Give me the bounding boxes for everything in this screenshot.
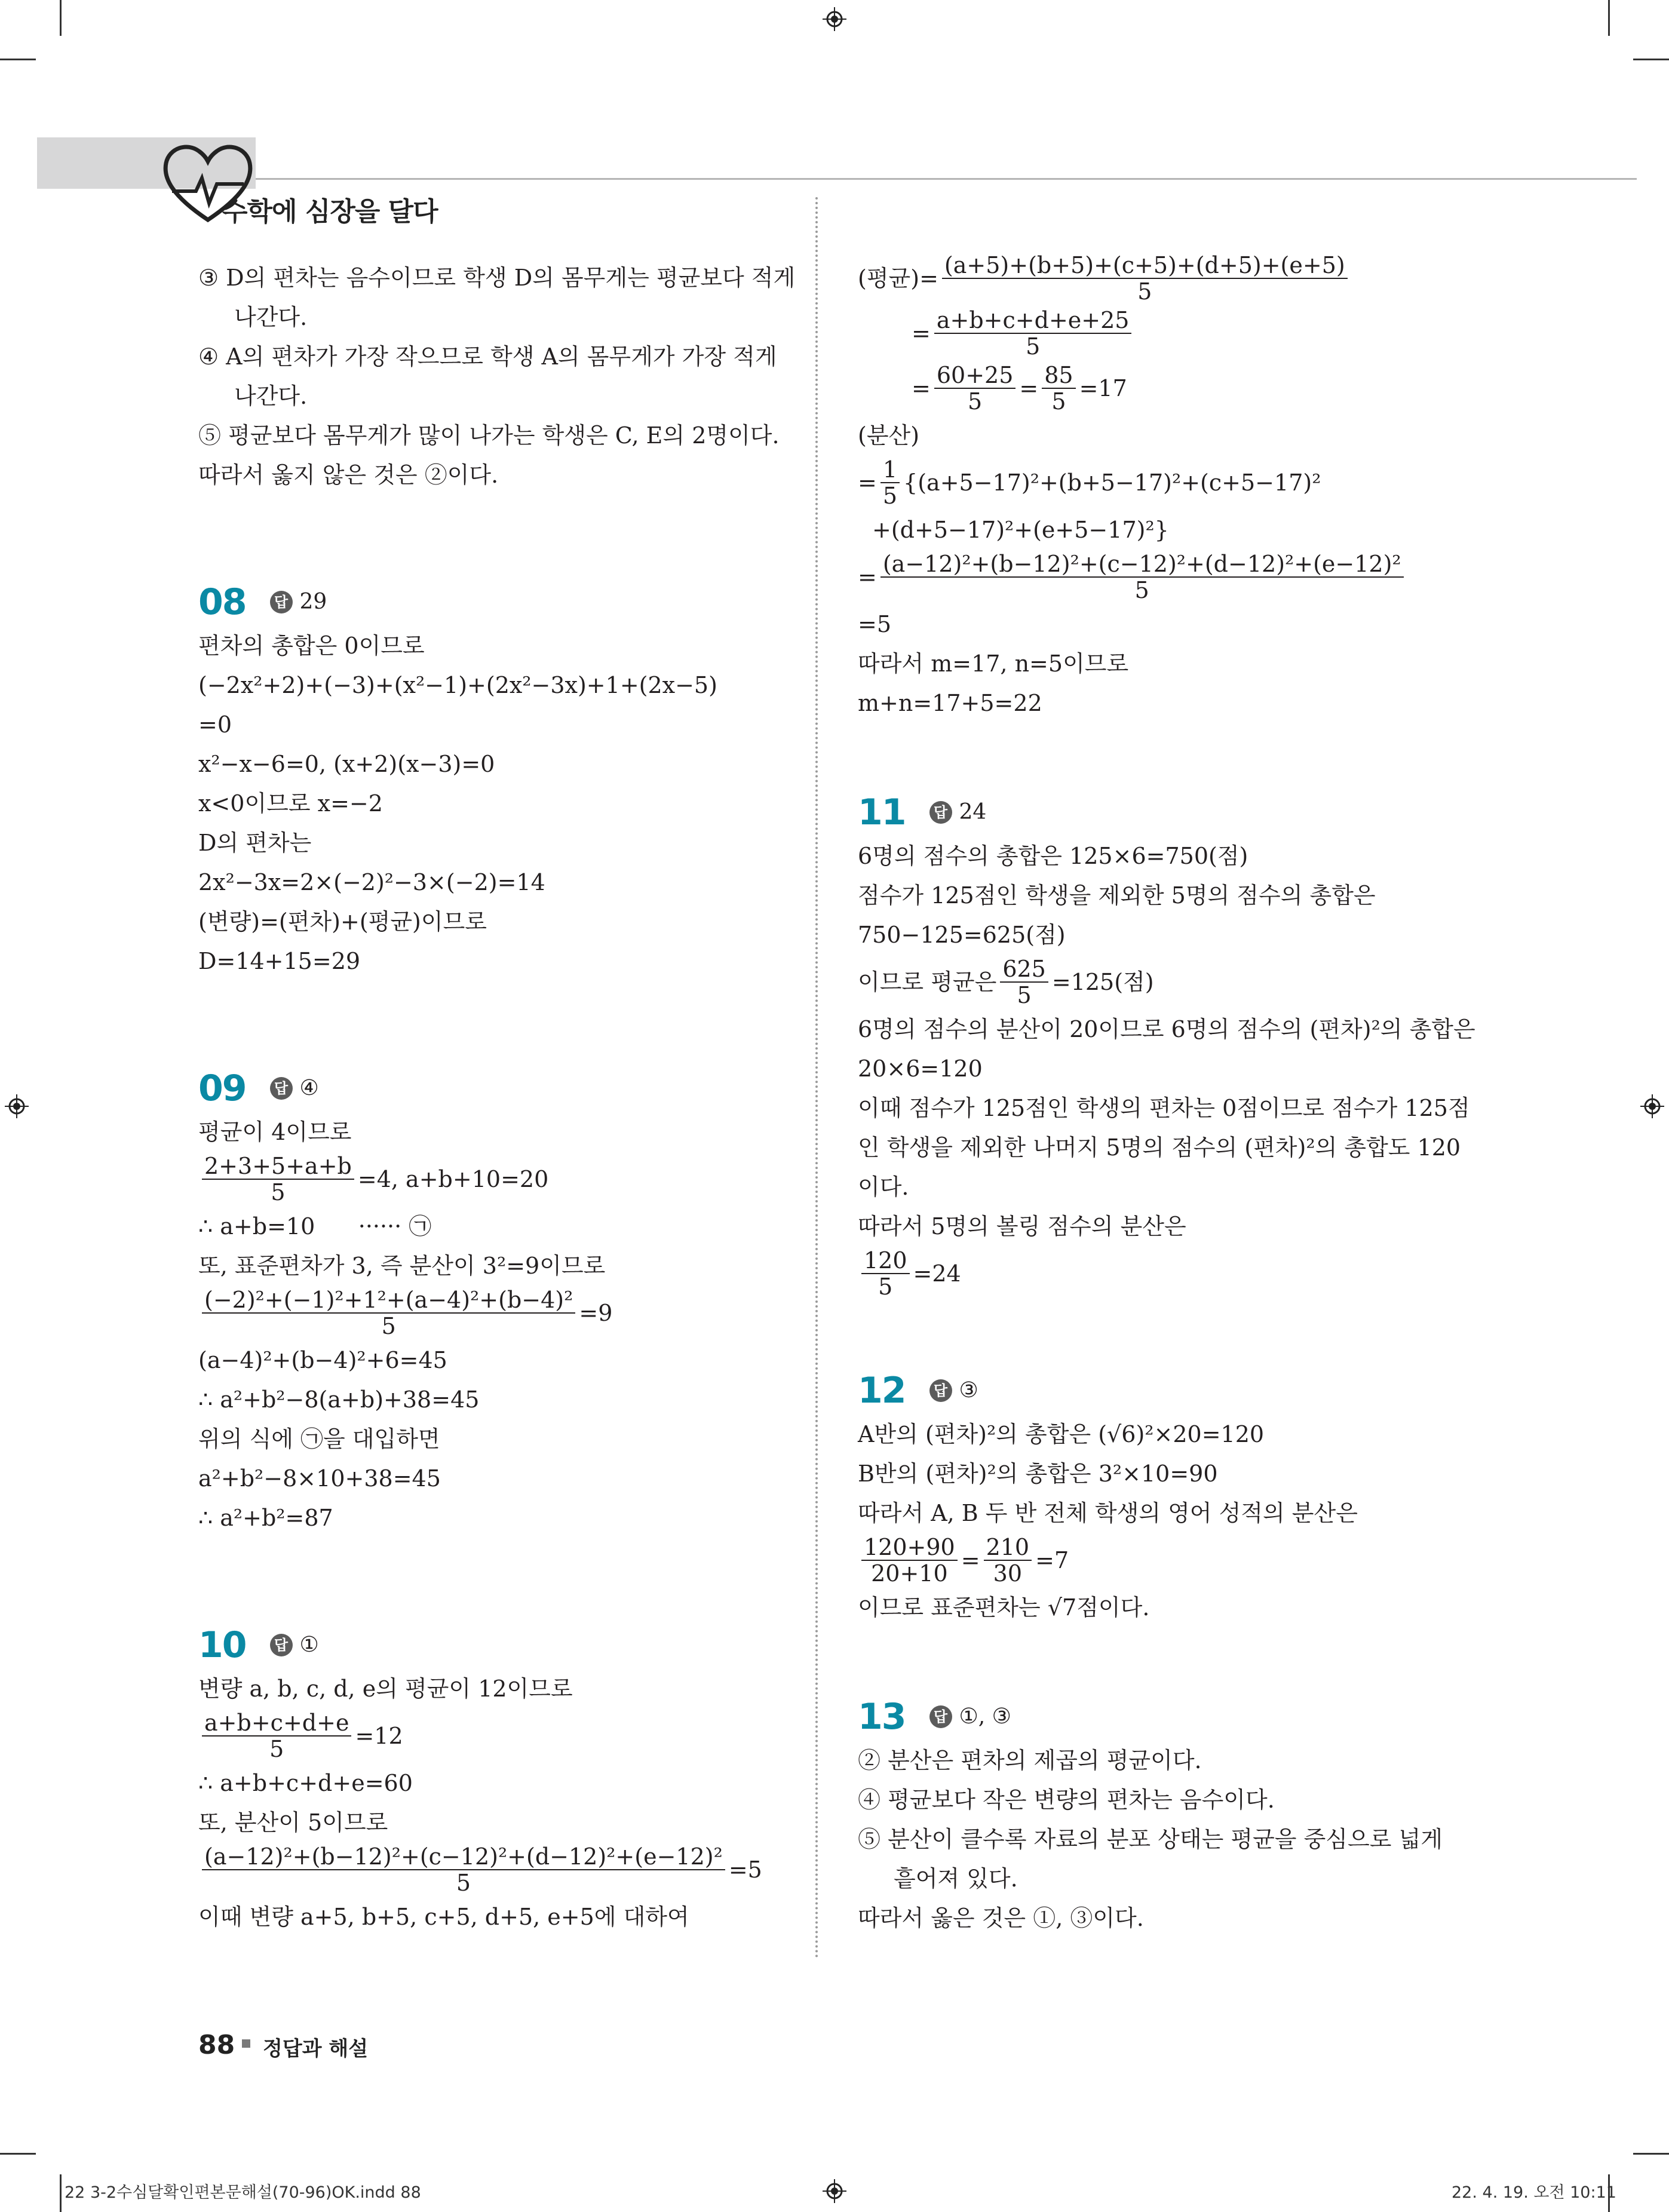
text-line: ④ A의 편차가 가장 작으므로 학생 A의 몸무게가 가장 적게 — [198, 343, 777, 370]
fraction: $\frac{\text{(a−12)²+(b−12)²+(c−12)²+(d−12)²+(e−12)²}}{5}$ — [202, 1844, 725, 1895]
math-line: ∴ a²+b²−8(a+b)+38=45 — [198, 1386, 480, 1413]
question-number: 08 — [198, 581, 246, 623]
text-line: D의 편차는 — [198, 830, 312, 856]
answer-value: ①, ③ — [959, 1704, 1011, 1729]
file-slug: 22 3-2수심달확인편본문해설(70-96)OK.indd 88 — [65, 2183, 421, 2202]
text-line: ③ D의 편차는 음수이므로 학생 D의 몸무게는 평균보다 적게 — [198, 265, 796, 291]
question-heading — [858, 1693, 1455, 1741]
crop-mark — [1633, 2153, 1669, 2155]
answer-value: ① — [299, 1633, 319, 1657]
answer-badge: 답 — [270, 1077, 293, 1100]
answer-value: ④ — [299, 1076, 319, 1100]
text-line: 변량 a, b, c, d, e의 평균이 12이므로 — [198, 1676, 573, 1702]
crop-mark — [1633, 59, 1669, 60]
fraction-equation: $\frac{2+3+5+a+b}{5}$ =4, a+b+10=20 — [198, 1152, 796, 1207]
text-line: (분산) — [858, 422, 920, 449]
math-line: (a−4)²+(b−4)²+6=45 — [198, 1347, 447, 1373]
answer-value: 29 — [299, 590, 327, 614]
fraction-equation: 이므로 평균은 $\frac{625}{5}$ =125(점) — [858, 956, 1154, 1008]
question-heading — [858, 1367, 1455, 1415]
math-line: (−2x²+2)+(−3)+(x²−1)+(2x²−3x)+1+(2x−5) — [198, 672, 717, 698]
fraction: $\frac{2+3+5+a+b}{5}$ — [202, 1153, 354, 1205]
text-line: A반의 (편차)²의 총합은 (√6)²×20=120 — [858, 1421, 1265, 1447]
fraction-equation: $\frac{\text{(a−12)²+(b−12)²+(c−12)²+(d−12)²+(e−12)²}}{5}$ =5 — [198, 1842, 796, 1897]
text-line: 나간다. — [234, 383, 308, 409]
math-line: x²−x−6=0, (x+2)(x−3)=0 — [198, 751, 495, 777]
fraction-equation: = $\frac{1}{5}$ {(a+5−17)²+(b+5−17)²+(c+5−17)² — [858, 456, 1321, 509]
text-line: 위의 식에 ㉠을 대입하면 — [198, 1426, 440, 1452]
question-number: 13 — [858, 1696, 906, 1738]
print-timestamp: 22. 4. 19. 오전 10:11 — [1452, 2183, 1616, 2202]
fraction: $\frac{(a+5)+(b+5)+(c+5)+(d+5)+(e+5)}{5}$ — [942, 253, 1348, 304]
fraction-equation: = $\frac{\text{(a−12)²+(b−12)²+(c−12)²+(d−12)²+(e−12)²}}{5}$ — [858, 550, 1455, 605]
fraction-equation: $\frac{\text{(−2)²+(−1)²+1²+(a−4)²+(b−4)²}}{5}$ =9 — [198, 1286, 796, 1340]
question-number: 12 — [858, 1370, 906, 1412]
text-line: 따라서 m=17, n=5이므로 — [858, 651, 1129, 677]
fraction: $\frac{85}{5}$ — [1042, 363, 1075, 414]
answer-value: 24 — [959, 800, 987, 824]
crop-mark — [1608, 0, 1610, 36]
text-line: 이다. — [858, 1174, 909, 1200]
fraction: $\frac{210}{30}$ — [984, 1535, 1032, 1586]
math-line: ∴ a+b+c+d+e=60 — [198, 1770, 413, 1796]
math-line: x<0이므로 x=−2 — [198, 790, 383, 817]
registration-mark-icon — [823, 7, 846, 31]
answer-badge: 답 — [929, 1705, 952, 1728]
answer-badge: 답 — [270, 1634, 293, 1656]
text-line: ② 분산은 편차의 제곱의 평균이다. — [858, 1747, 1202, 1774]
math-line: m+n=17+5=22 — [858, 690, 1042, 716]
text-line: 나간다. — [234, 304, 308, 330]
crop-mark — [60, 2174, 62, 2212]
footer-square — [242, 2039, 250, 2048]
text-line: 또, 분산이 5이므로 — [198, 1809, 388, 1836]
question-heading — [198, 578, 796, 626]
crop-mark — [0, 2153, 36, 2155]
fraction: $\frac{120+90}{20+10}$ — [861, 1535, 958, 1586]
question-number: 10 — [198, 1624, 246, 1666]
answer-value: ③ — [959, 1378, 978, 1403]
fraction-equation: $\frac{a+b+c+d+e}{5}$ =12 — [198, 1708, 796, 1763]
text-line: 인 학생을 제외한 나머지 5명의 점수의 (편차)²의 총합도 120 — [858, 1134, 1461, 1161]
math-line: +(d+5−17)²+(e+5−17)²} — [872, 517, 1169, 543]
text-line: 이때 변량 a+5, b+5, c+5, d+5, e+5에 대하여 — [198, 1904, 689, 1930]
text-line: 750−125=625(점) — [858, 922, 1066, 948]
answer-badge: 답 — [929, 1379, 952, 1402]
fraction: $\frac{\text{(−2)²+(−1)²+1²+(a−4)²+(b−4)²}}{5}$ — [202, 1287, 575, 1339]
text-line: 흩어져 있다. — [894, 1866, 1018, 1892]
registration-mark-icon — [5, 1094, 29, 1118]
fraction-equation: $\frac{120}{5}$ =24 — [858, 1246, 1455, 1301]
right-column — [858, 251, 1475, 1938]
text-line: 따라서 옳은 것은 ①, ③이다. — [858, 1905, 1144, 1931]
fraction: $\frac{120}{5}$ — [861, 1248, 910, 1299]
left-column — [198, 258, 796, 1937]
fraction-equation: = $\frac{a+b+c+d+e+25}{5}$ — [858, 306, 1455, 361]
fraction: $\frac{\text{(a−12)²+(b−12)²+(c−12)²+(d−12)²+(e−12)²}}{5}$ — [880, 551, 1404, 603]
math-line: ∴ a²+b²=87 — [198, 1505, 333, 1531]
text-line: 6명의 점수의 분산이 20이므로 6명의 점수의 (편차)²의 총합은 — [858, 1016, 1475, 1042]
fraction: $\frac{a+b+c+d+e}{5}$ — [202, 1710, 351, 1762]
fraction-equation: (평균)= $\frac{(a+5)+(b+5)+(c+5)+(d+5)+(e+5)}{5}$ — [858, 251, 1455, 306]
question-heading — [858, 789, 1455, 836]
fraction: $\frac{625}{5}$ — [1000, 956, 1048, 1008]
math-line: =5 — [858, 611, 892, 637]
text-line: 따라서 A, B 두 반 전체 학생의 영어 성적의 분산은 — [858, 1500, 1358, 1526]
question-number: 11 — [858, 791, 906, 833]
column-divider — [815, 197, 818, 1959]
math-line: 2x²−3x=2×(−2)²−3×(−2)=14 — [198, 869, 545, 895]
answer-badge: 답 — [929, 801, 952, 824]
footer-title: 정답과 해설 — [263, 2037, 369, 2061]
header-rule — [830, 178, 1637, 180]
text-line: B반의 (편차)²의 총합은 3²×10=90 — [858, 1461, 1218, 1487]
brand-title: 수학에 심장을 달다 — [222, 197, 438, 227]
question-heading — [198, 1621, 796, 1669]
text-line: 6명의 점수의 총합은 125×6=750(점) — [858, 843, 1248, 869]
answer-badge: 답 — [270, 591, 293, 613]
text-line: 평균이 4이므로 — [198, 1119, 352, 1145]
fraction-equation: = $\frac{60+25}{5}$ = $\frac{85}{5}$ =17 — [912, 362, 1127, 415]
question-number: 09 — [198, 1067, 246, 1109]
text-line: ④ 평균보다 작은 변량의 편차는 음수이다. — [858, 1787, 1275, 1813]
fraction-equation: $\frac{120+90}{20+10}$ = $\frac{210}{30}$ =7 — [858, 1533, 1455, 1588]
text-line: 따라서 옳지 않은 것은 ②이다. — [198, 462, 499, 488]
text-line: ⑤ 분산이 클수록 자료의 분포 상태는 평균을 중심으로 넓게 — [858, 1826, 1443, 1852]
text-line: 20×6=120 — [858, 1056, 983, 1082]
registration-mark-icon — [823, 2179, 846, 2203]
text-line: ⑤ 평균보다 몸무게가 많이 나가는 학생은 C, E의 2명이다. — [198, 422, 780, 449]
page-number: 88 — [198, 2030, 235, 2060]
question-heading — [198, 1064, 796, 1112]
fraction: $\frac{1}{5}$ — [880, 457, 900, 508]
text-line: 또, 표준편차가 3, 즉 분산이 3²=9이므로 — [198, 1253, 606, 1279]
text-line: 점수가 125점인 학생을 제외한 5명의 점수의 총합은 — [858, 882, 1376, 909]
math-line: ∴ a+b=10 ······ ㉠ — [198, 1213, 432, 1240]
text-line: 이때 점수가 125점인 학생의 편차는 0점이므로 점수가 125점 — [858, 1095, 1470, 1121]
math-line: a²+b²−8×10+38=45 — [198, 1465, 441, 1492]
fraction: $\frac{60+25}{5}$ — [934, 363, 1016, 414]
text-line: 편차의 총합은 0이므로 — [198, 633, 425, 659]
fraction: $\frac{a+b+c+d+e+25}{5}$ — [934, 308, 1132, 359]
crop-mark — [60, 0, 62, 36]
text-line: 이므로 표준편차는 √7점이다. — [858, 1594, 1150, 1621]
text-line: 따라서 5명의 볼링 점수의 분산은 — [858, 1213, 1186, 1240]
math-line: =0 — [198, 711, 232, 738]
registration-mark-icon — [1640, 1094, 1664, 1118]
math-line: D=14+15=29 — [198, 948, 361, 974]
crop-mark — [0, 59, 36, 60]
text-line: (변량)=(편차)+(평균)이므로 — [198, 909, 487, 935]
